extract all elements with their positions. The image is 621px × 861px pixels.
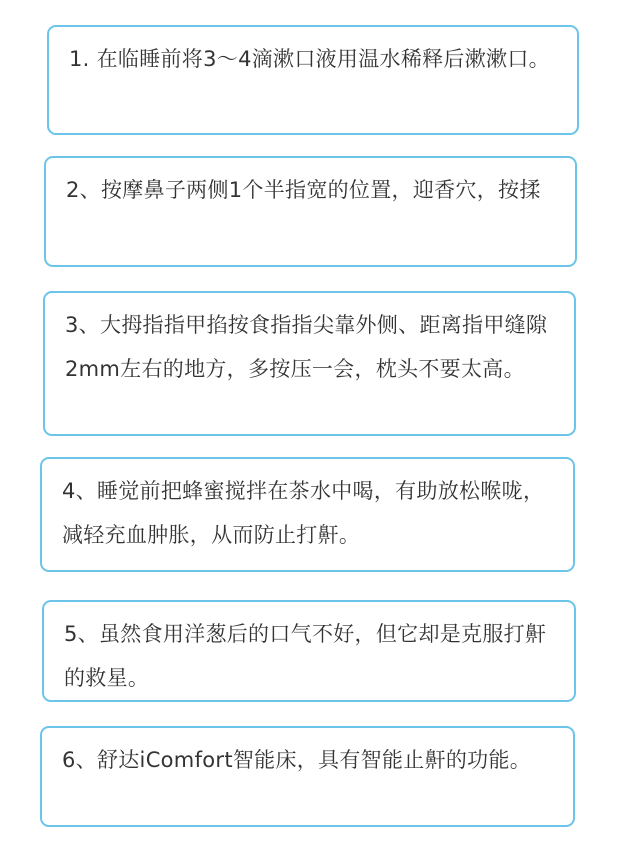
tip-card-4 — [40, 457, 575, 572]
tip-text-3: 3、大拇指指甲掐按食指指尖靠外侧、距离指甲缝隙2mm左右的地方，多按压一会，枕头不要太高。 — [65, 313, 548, 381]
tip-card-5 — [42, 600, 576, 702]
tip-card-1 — [47, 25, 579, 135]
tip-text-2: 2、按摩鼻子两侧1个半指宽的位置，迎香穴，按揉 — [66, 178, 541, 202]
tip-card-6 — [40, 726, 575, 827]
tip-text-5: 5、虽然食用洋葱后的口气不好，但它却是克服打鼾的救星。 — [64, 622, 547, 690]
tip-card-3 — [43, 291, 576, 436]
tip-text-4: 4、睡觉前把蜂蜜搅拌在茶水中喝，有助放松喉咙，减轻充血肿胀，从而防止打鼾。 — [62, 479, 545, 547]
tip-text-6: 6、舒达iComfort智能床，具有智能止鼾的功能。 — [62, 748, 532, 772]
tip-text-1: 1. 在临睡前将3～4滴漱口液用温水稀释后漱漱口。 — [69, 47, 550, 71]
tip-card-2 — [44, 156, 577, 267]
